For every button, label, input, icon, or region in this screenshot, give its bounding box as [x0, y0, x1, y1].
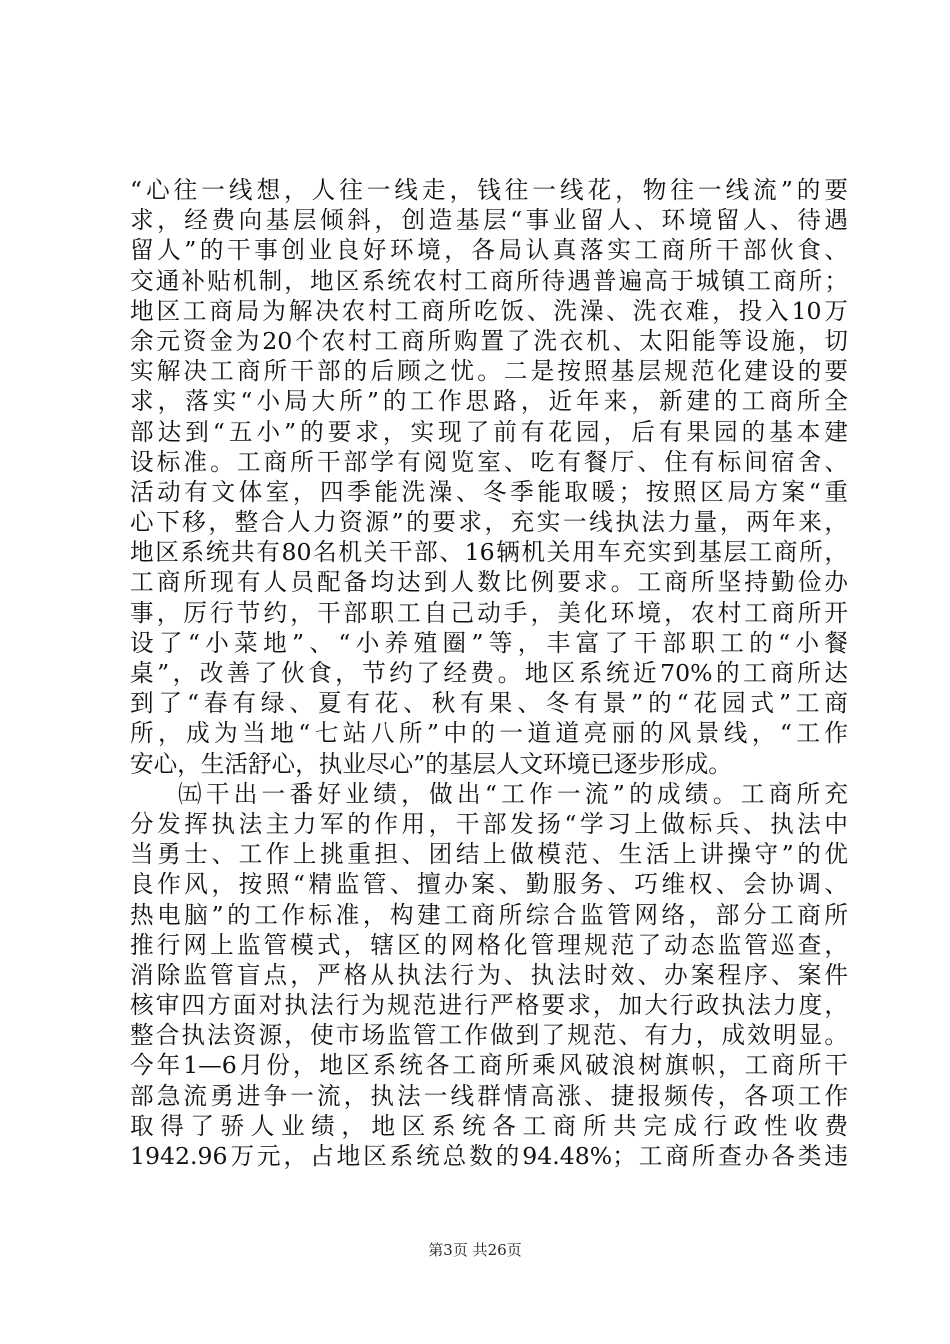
text-line: 活动有文体室，四季能洗澡、冬季能取暖；按照区局方案“重 — [130, 477, 848, 506]
text-line: 桌”，改善了伙食，节约了经费。地区系统近70%的工商所达 — [130, 659, 848, 687]
text-line: 推行网上监管模式，辖区的网格化管理规范了动态监管巡查， — [130, 930, 848, 959]
text-line: 事，厉行节约，干部职工自己动手，美化环境，农村工商所开 — [130, 598, 848, 627]
paragraph-1 — [130, 175, 848, 779]
text-line: 实解决工商所干部的后顾之忧。二是按照基层规范化建设的要 — [130, 357, 848, 386]
text-line: 留人”的干事创业良好环境，各局认真落实工商所干部伙食、 — [130, 236, 848, 265]
body-text — [130, 175, 848, 1171]
text-line: 到了“春有绿、夏有花、秋有果、冬有景”的“花园式”工商 — [130, 689, 848, 718]
text-line: 安心，生活舒心，执业尽心”的基层人文环境已逐步形成。 — [130, 749, 732, 778]
text-line: 设标准。工商所干部学有阅览室、吃有餐厅、住有标间宿舍、 — [130, 447, 848, 476]
text-line: 今年1—6月份，地区系统各工商所乘风破浪树旗帜，工商所干 — [130, 1051, 848, 1080]
text-line: 求，落实“小局大所”的工作思路，近年来，新建的工商所全 — [130, 387, 848, 416]
text-line: 1942.96万元，占地区系统总数的94.48%；工商所查办各类违 — [130, 1142, 848, 1170]
text-line: 求，经费向基层倾斜，创造基层“事业留人、环境留人、待遇 — [130, 206, 848, 235]
text-line: 消除监管盲点，严格从执法行为、执法时效、办案程序、案件 — [130, 960, 848, 989]
text-line: ㈤干出一番好业绩，做出“工作一流”的成绩。工商所充 — [178, 779, 848, 808]
text-line: 地区系统共有80名机关干部、16辆机关用车充实到基层工商所， — [130, 538, 848, 567]
text-line: 良作风，按照“精监管、擅办案、勤服务、巧维权、会协调、 — [130, 870, 848, 899]
text-line: 分发挥执法主力军的作用，干部发扬“学习上做标兵、执法中 — [130, 809, 848, 838]
text-line: 工商所现有人员配备均达到人数比例要求。工商所坚持勤俭办 — [130, 568, 848, 597]
text-line: 部达到“五小”的要求，实现了前有花园，后有果园的基本建 — [130, 417, 848, 446]
text-line: 热电脑”的工作标准，构建工商所综合监管网络，部分工商所 — [130, 900, 848, 929]
text-line: 交通补贴机制，地区系统农村工商所待遇普遍高于城镇工商所； — [130, 266, 848, 295]
text-line: 当勇士、工作上挑重担、团结上做模范、生活上讲操守”的优 — [130, 840, 848, 869]
text-line: 心下移，整合人力资源”的要求，充实一线执法力量，两年来， — [130, 508, 848, 537]
text-line: 设了“小菜地”、“小养殖圈”等，丰富了干部职工的“小餐 — [130, 628, 848, 657]
text-line: 整合执法资源，使市场监管工作做到了规范、有力，成效明显。 — [130, 1021, 848, 1050]
text-line: 部急流勇进争一流，执法一线群情高涨、捷报频传，各项工作 — [130, 1081, 848, 1110]
page-footer: 第3页 共26页 — [428, 1241, 522, 1259]
text-line: 余元资金为20个农村工商所购置了洗衣机、太阳能等设施，切 — [130, 326, 848, 355]
paragraph-2 — [130, 779, 848, 1171]
text-line: “心往一线想，人往一线走，钱往一线花，物往一线流”的要 — [130, 176, 848, 204]
text-line: 核审四方面对执法行为规范进行严格要求，加大行政执法力度， — [130, 991, 848, 1020]
text-line: 所，成为当地“七站八所”中的一道道亮丽的风景线，“工作 — [130, 719, 848, 748]
text-line: 取得了骄人业绩，地区系统各工商所共完成行政性收费 — [130, 1111, 848, 1140]
text-line: 地区工商局为解决农村工商所吃饭、洗澡、洗衣难，投入10万 — [130, 296, 848, 325]
